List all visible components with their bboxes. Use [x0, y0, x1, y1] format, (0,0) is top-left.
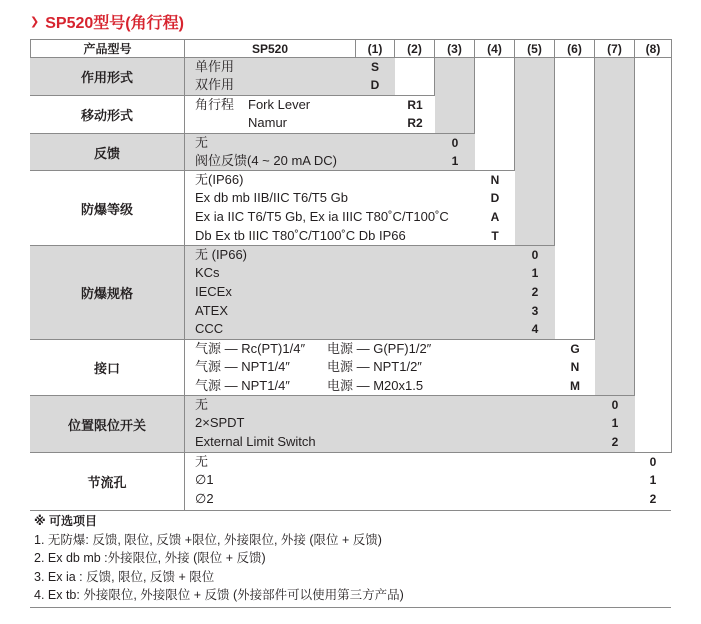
row-label-orifice: 节流孔 [30, 453, 184, 510]
code-A: A [490, 210, 500, 224]
option-air-npt-2: 气源 — NPT1/4″ [195, 378, 290, 393]
code-limit-0: 0 [611, 398, 619, 412]
option-power-g: 电源 — G(PF)1/2″ [327, 341, 432, 356]
option-spec-ccc: CCC [195, 321, 224, 336]
header-col-3: (3) [434, 39, 475, 58]
code-spec-4: 4 [531, 322, 539, 336]
code-orifice-1: 1 [649, 473, 657, 487]
note-item: 3. Ex ia : 反馈, 限位, 反馈 + 限位 [34, 570, 215, 584]
option-limit-spdt: 2×SPDT [195, 415, 245, 430]
header-col-5: (5) [514, 39, 555, 58]
code-feedback-0: 0 [451, 136, 459, 150]
code-G: G [570, 342, 580, 356]
code-limit-2: 2 [611, 435, 619, 449]
option-ex-ia: Ex ia IIC T6/T5 Gb, Ex ia IIIC T80˚C/T100˚C [195, 209, 449, 224]
header-col-8: (8) [634, 39, 672, 58]
row-divider [185, 133, 435, 134]
option-no-feedback: 无 [195, 135, 209, 150]
option-position-feedback: 阀位反馈(4 ~ 20 mA DC) [195, 153, 337, 168]
option-spec-none: 无 (IP66) [195, 247, 248, 262]
code-D-class: D [490, 191, 500, 205]
code-spec-1: 1 [531, 266, 539, 280]
chevron-right-icon: ❯ [30, 15, 40, 28]
code-T: T [491, 229, 499, 243]
option-limit-none: 无 [195, 397, 209, 412]
header-col-7: (7) [594, 39, 635, 58]
note-item: 4. Ex tb: 外接限位, 外接限位 + 反馈 (外接部件可以使用第三方产品) [34, 588, 404, 602]
option-orifice-2: ∅2 [195, 491, 214, 506]
code-orifice-0: 0 [649, 455, 657, 469]
option-limit-external: External Limit Switch [195, 434, 316, 449]
stair-step-7 [595, 58, 635, 396]
option-double-acting: 双作用 [195, 77, 235, 92]
row-label-explosion-spec: 防爆规格 [30, 246, 184, 340]
code-spec-2: 2 [531, 285, 539, 299]
code-S: S [370, 60, 379, 74]
header-model: SP520 [184, 39, 356, 58]
option-ex-db: Ex db mb IIB/IIC T6/T5 Gb [195, 190, 348, 205]
option-air-rc: 气源 — Rc(PT)1/4″ [195, 341, 306, 356]
row-label-motion: 移动形式 [30, 96, 184, 134]
stair-step-4 [475, 58, 515, 171]
stair-step-2 [395, 58, 435, 96]
row-label-feedback: 反馈 [30, 134, 184, 171]
row-label-limit-switch: 位置限位开关 [30, 396, 184, 453]
option-fork-lever: Fork Lever [248, 97, 311, 112]
option-bg-8-white [185, 453, 672, 510]
stair-step-6 [555, 58, 595, 340]
code-M: M [570, 379, 580, 393]
code-R2: R2 [407, 116, 423, 130]
header-col-1: (1) [355, 39, 395, 58]
option-single-acting: 单作用 [195, 59, 235, 74]
notes-heading: ※ 可选项目 [34, 514, 98, 528]
row-label-explosion-class: 防爆等级 [30, 171, 184, 246]
header-col-6: (6) [554, 39, 595, 58]
code-orifice-2: 2 [649, 492, 657, 506]
header-col-2: (2) [394, 39, 435, 58]
row-label-action: 作用形式 [30, 58, 184, 96]
option-orifice-1: ∅1 [195, 472, 214, 487]
header-label: 产品型号 [30, 39, 185, 58]
option-ex-tb: Db Ex tb IIIC T80˚C/T100˚C Db IP66 [195, 228, 406, 243]
code-spec-3: 3 [531, 304, 539, 318]
motion-prefix: 角行程 [195, 97, 235, 112]
page-title [30, 9, 184, 33]
option-spec-kcs: KCs [195, 265, 220, 280]
option-power-npt: 电源 — NPT1/2″ [327, 359, 422, 374]
title-text: SP520型号(角行程) [45, 14, 184, 32]
option-spec-iecex: IECEx [195, 284, 232, 299]
option-power-m20: 电源 — M20x1.5 [327, 378, 424, 393]
stair-step-3 [435, 58, 475, 134]
option-spec-atex: ATEX [195, 303, 228, 318]
code-R1: R1 [407, 98, 423, 112]
code-N-port: N [570, 360, 580, 374]
option-ip66: 无(IP66) [195, 172, 244, 187]
stair-step-8 [635, 58, 672, 453]
option-air-npt: 气源 — NPT1/4″ [195, 359, 290, 374]
code-N: N [490, 173, 500, 187]
code-D: D [370, 78, 380, 92]
option-namur: Namur [248, 115, 288, 130]
stair-step-5 [515, 58, 555, 246]
code-feedback-1: 1 [451, 154, 459, 168]
header-col-4: (4) [474, 39, 515, 58]
row-divider [185, 395, 595, 396]
option-orifice-none: 无 [195, 454, 209, 469]
note-item: 2. Ex db mb :外接限位, 外接 (限位 + 反馈) [34, 551, 266, 565]
note-item: 1. 无防爆: 反馈, 限位, 反馈 +限位, 外接限位, 外接 (限位 + 反馈) [34, 533, 382, 547]
notes-section [30, 510, 671, 608]
code-spec-0: 0 [531, 248, 539, 262]
code-limit-1: 1 [611, 416, 619, 430]
row-label-connection: 接口 [30, 340, 184, 396]
